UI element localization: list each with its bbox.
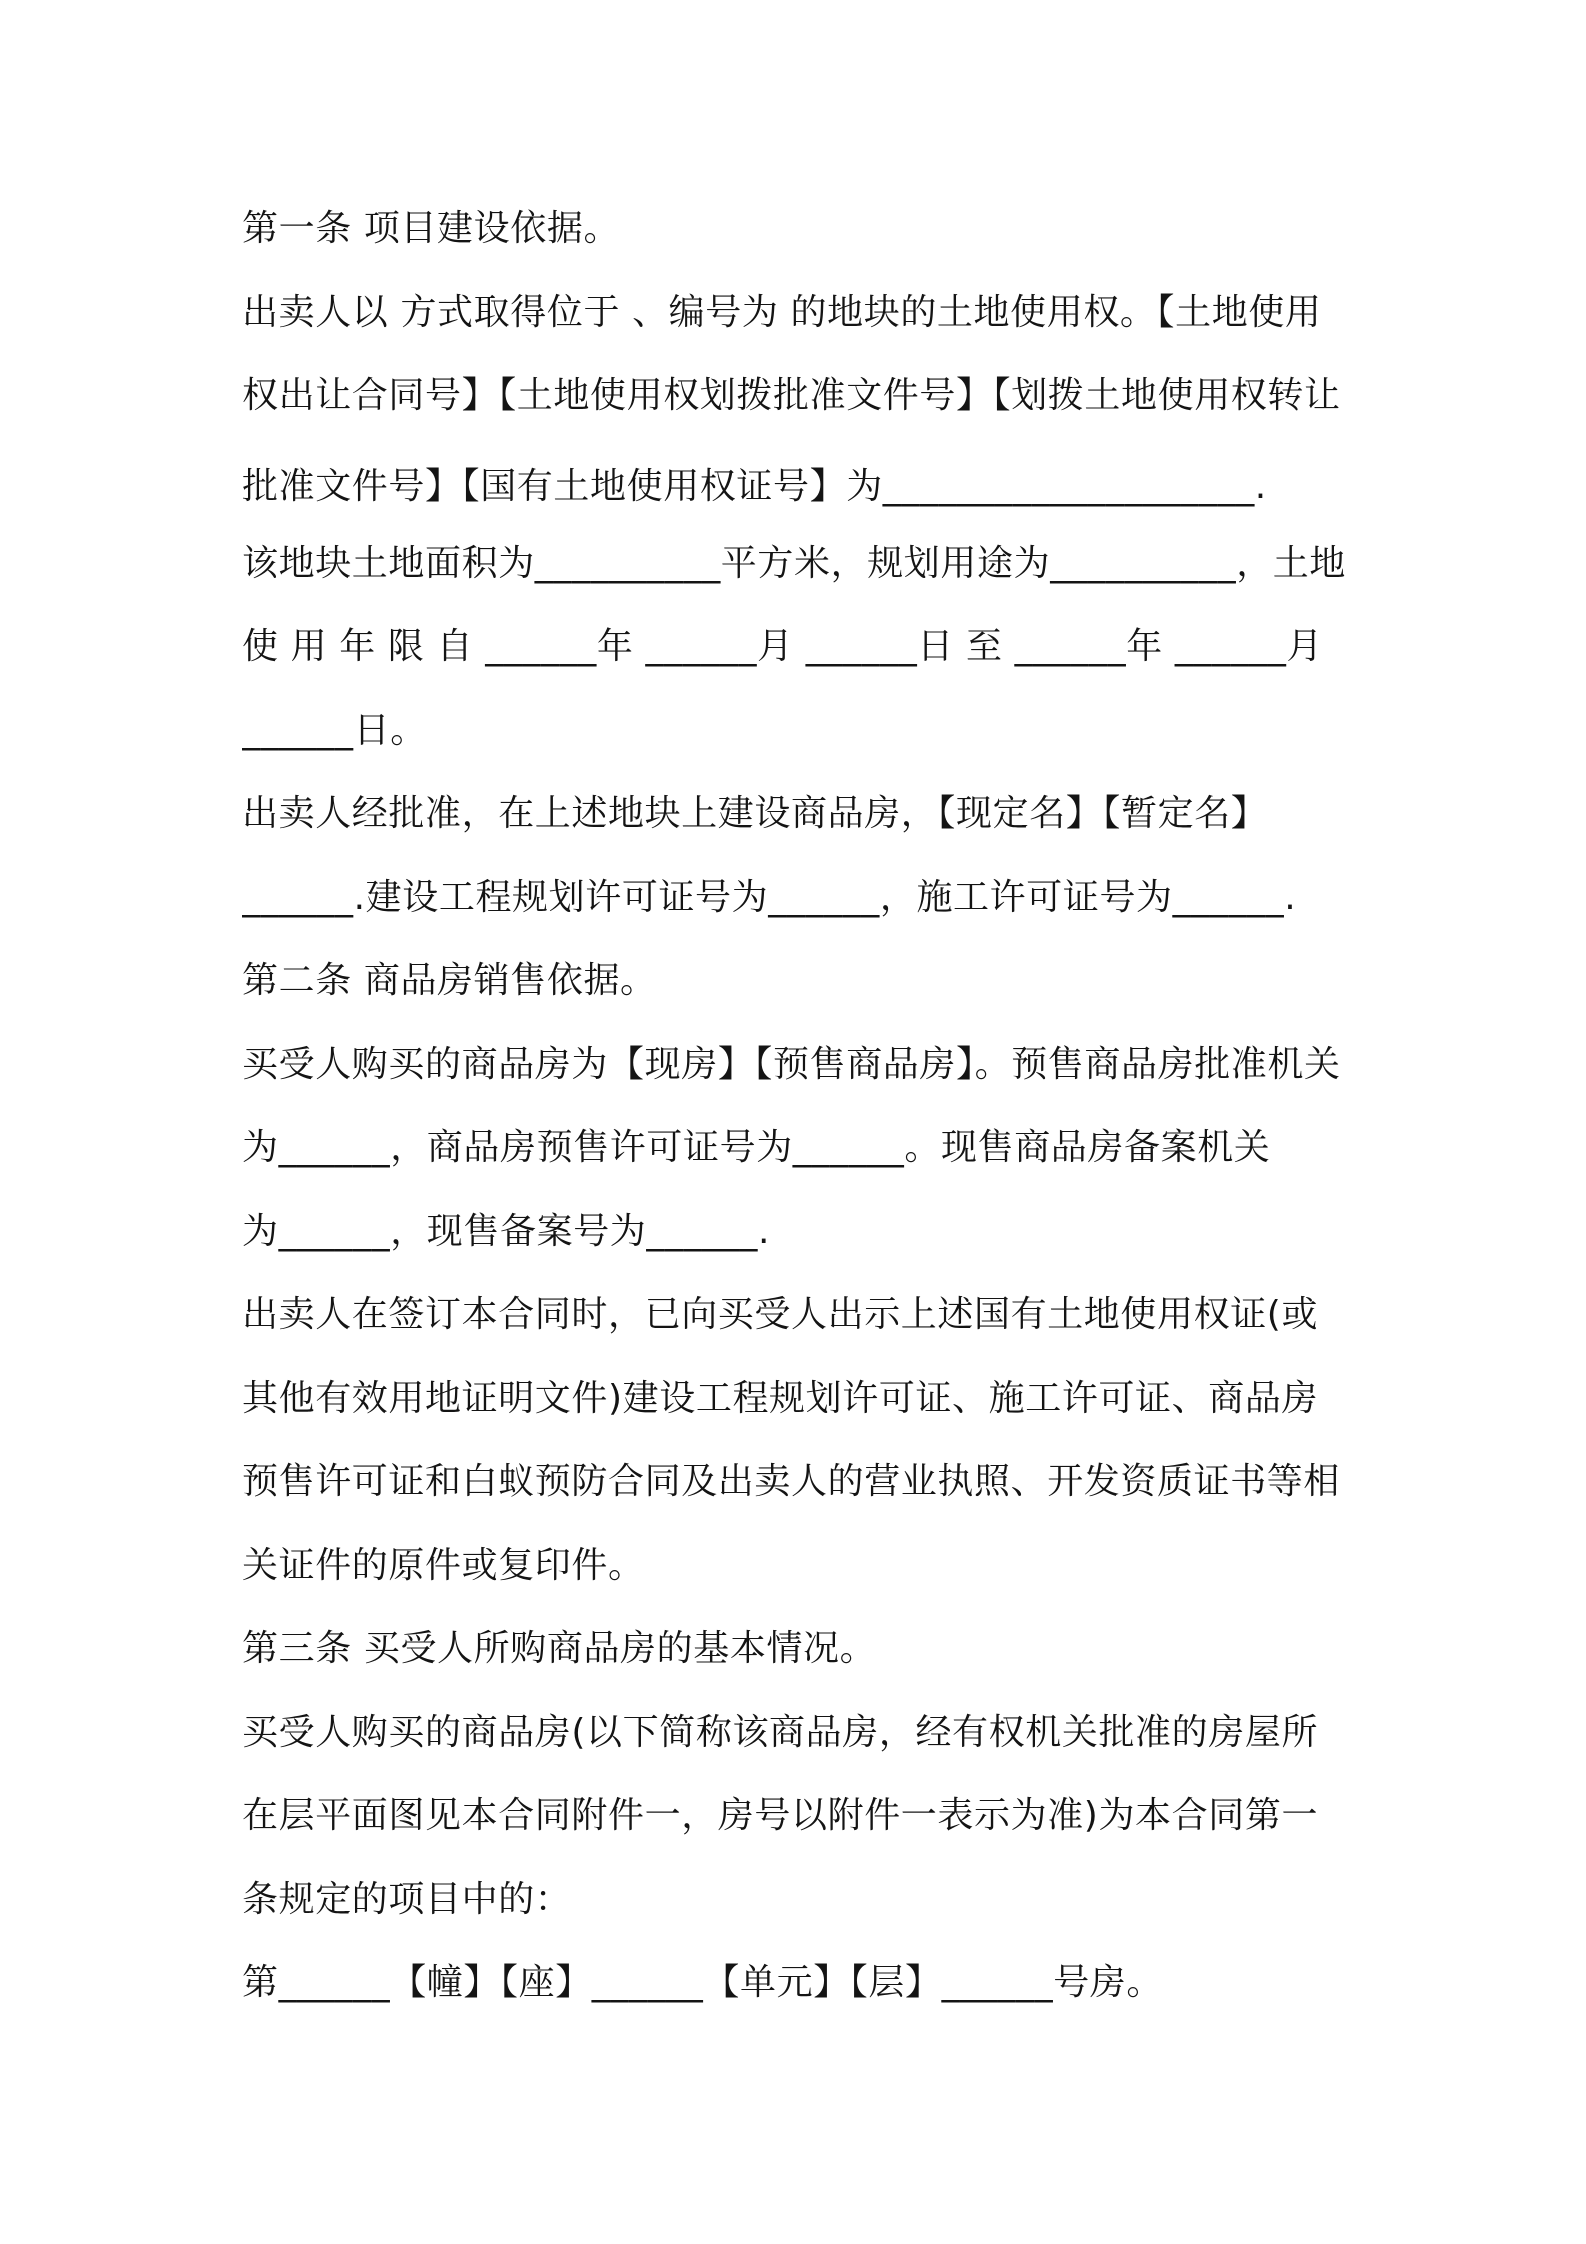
- text-line: 使 用 年 限 自 ______年 ______月 ______日 至 ______年 ______月: [242, 626, 1324, 667]
- text-line: 该地块土地面积为__________平方米，规划用途为__________，土地: [242, 543, 1346, 584]
- text-line: 第______【幢】【座】______【单元】【层】______号房。: [242, 1962, 1163, 2003]
- text-line: 为______，现售备案号为______.: [242, 1211, 771, 1252]
- text-line: 预售许可证和白蚁预防合同及出卖人的营业执照、开发资质证书等相: [242, 1461, 1341, 1502]
- text-line: 买受人购买的商品房为【现房】【预售商品房】。预售商品房批准机关: [242, 1044, 1341, 1085]
- text-line: 其他有效用地证明文件)建设工程规划许可证、施工许可证、商品房: [242, 1378, 1319, 1419]
- text-line: 关证件的原件或复印件。: [242, 1545, 645, 1586]
- text-line: 权出让合同号】【土地使用权划拨批准文件号】【划拨土地使用权转让: [242, 375, 1341, 416]
- article-3-heading: 第三条 买受人所购商品房的基本情况。: [242, 1628, 877, 1669]
- text-line: 批准文件号】【国有土地使用权证号】为____________________.: [242, 466, 1267, 507]
- text-line: 出卖人经批准，在上述地块上建设商品房，【现定名】【暂定名】: [242, 793, 1268, 834]
- text-line: 条规定的项目中的：: [242, 1879, 572, 1920]
- text-line: 为______，商品房预售许可证号为______。现售商品房备案机关: [242, 1127, 1271, 1168]
- article-1-heading: 第一条 项目建设依据。: [242, 208, 621, 249]
- text-line: 出卖人在签订本合同时，已向买受人出示上述国有土地使用权证(或: [242, 1294, 1319, 1335]
- text-line: 出卖人以 方式取得位于 、编号为 的地块的土地使用权。【土地使用: [242, 292, 1322, 333]
- text-line: 买受人购买的商品房(以下简称该商品房，经有权机关批准的房屋所: [242, 1712, 1319, 1753]
- text-line: 在层平面图见本合同附件一，房号以附件一表示为准)为本合同第一: [242, 1795, 1319, 1836]
- article-2-heading: 第二条 商品房销售依据。: [242, 960, 657, 1001]
- text-line: ______日。: [242, 710, 427, 751]
- text-line: ______.建设工程规划许可证号为______，施工许可证号为______.: [242, 877, 1297, 918]
